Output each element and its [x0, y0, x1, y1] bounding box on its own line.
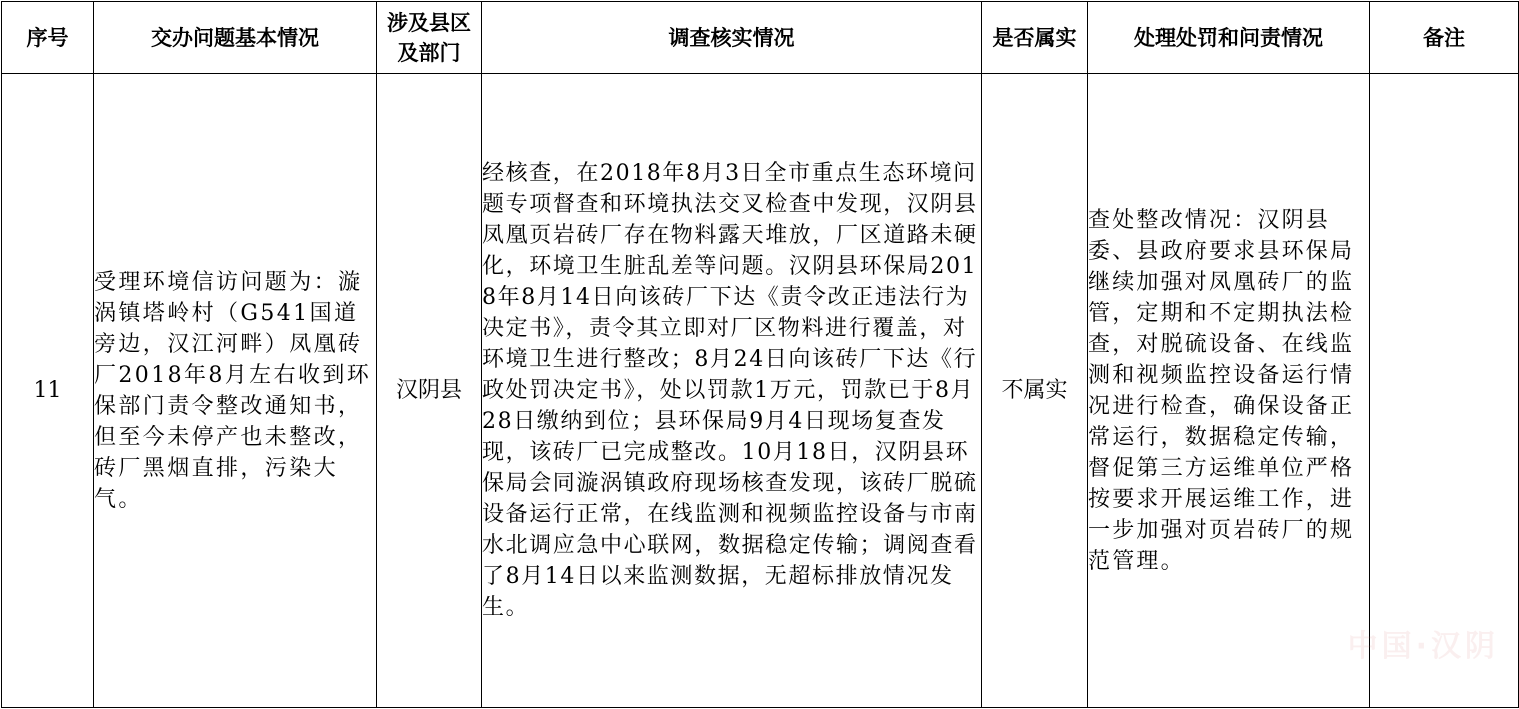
- header-dept: [377, 2, 482, 74]
- table-row: [2, 74, 1519, 708]
- cell-issue: 受理环境信访问题为：漩涡镇塔岭村（G541国道旁边，汉江河畔）凤凰砖厂2018年8月左右收到环保部门责令整改通知书，但至今未停产也未整改，砖厂黑烟直排，污染大气。: [94, 74, 377, 708]
- header-seq: 序号: [2, 2, 94, 74]
- watermark-logo: 中国·汉阴: [1347, 629, 1499, 664]
- header-verified: 是否属实: [982, 2, 1088, 74]
- case-table: [1, 1, 1519, 708]
- header-handling: 处理处罚和问责情况: [1088, 2, 1370, 74]
- cell-verified: 不属实: [982, 74, 1088, 708]
- cell-investigation: 经核查，在2018年8月3日全市重点生态环境问题专项督查和环境执法交叉检查中发现，汉阴县凤凰页岩砖厂存在物料露天堆放，厂区道路未硬化，环境卫生脏乱差等问题。汉阴县环保局2018年8月14日向该砖厂下达《责令改正违法行为决定书》，责令其立即对厂区物料进行覆盖，对环境卫生进行整改；8月24日向该砖厂下达《行政处罚决定书》，处以罚款1万元，罚款已于8月28日缴纳到位；县环保局9月4日现场复查发现，该砖厂已完成整改。10月18日，汉阴县环保局会同漩涡镇政府现场核查发现，该砖厂脱硫设备运行正常，在线监测和视频监控设备与市南水北调应急中心联网，数据稳定传输；调阅查看了8月14日以来监测数据，无超标排放情况发生。: [482, 74, 982, 708]
- header-investigation: 调查核实情况: [482, 2, 982, 74]
- cell-seq: 11: [2, 74, 94, 708]
- header-dept-line1: 涉及县区: [387, 9, 471, 35]
- header-row: [2, 2, 1519, 74]
- cell-dept: 汉阴县: [377, 74, 482, 708]
- cell-remarks: [1370, 74, 1519, 708]
- header-dept-line2: 及部门: [397, 39, 461, 65]
- cell-handling: 查处整改情况：汉阴县委、县政府要求县环保局继续加强对凤凰砖厂的监管，定期和不定期执法检查，对脱硫设备、在线监测和视频监控设备运行情况进行检查，确保设备正常运行，数据稳定传输，督促第三方运维单位严格按要求开展运维工作，进一步加强对页岩砖厂的规范管理。: [1088, 74, 1370, 708]
- header-remarks: 备注: [1370, 2, 1519, 74]
- header-issue: 交办问题基本情况: [94, 2, 377, 74]
